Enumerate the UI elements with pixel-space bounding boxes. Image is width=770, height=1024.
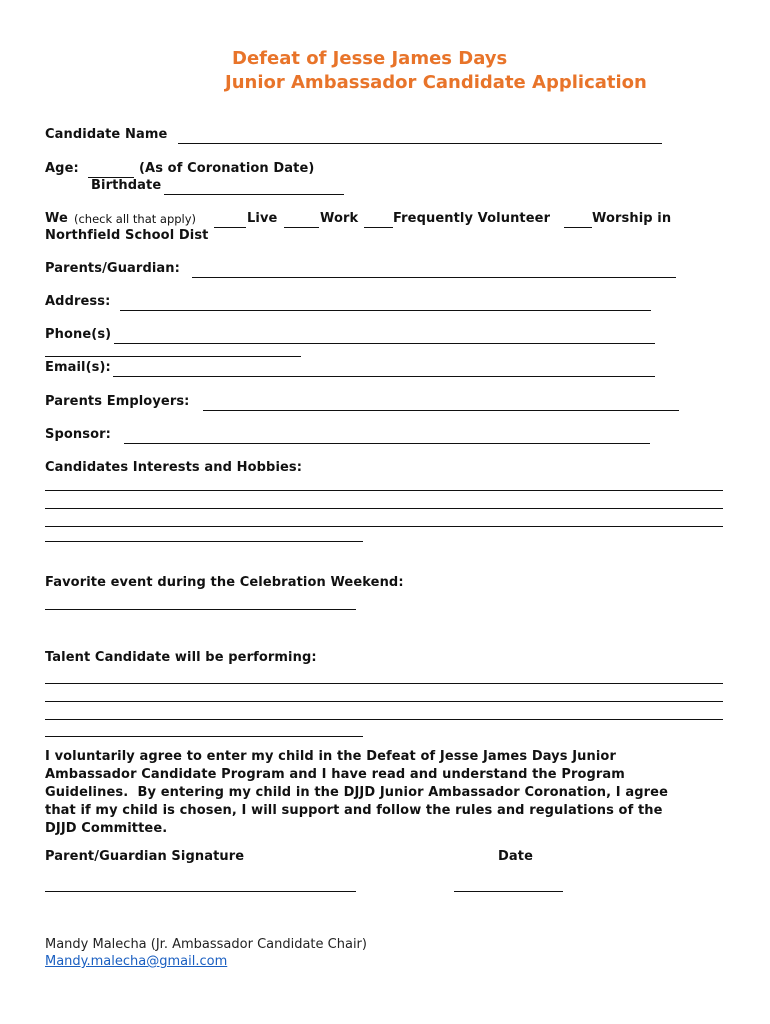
interests-line-4[interactable] [45, 541, 363, 542]
birthdate-label: Birthdate [91, 178, 162, 193]
phone-field-2[interactable] [45, 356, 301, 357]
live-checkbox[interactable] [214, 227, 246, 228]
candidate-name-field[interactable] [178, 143, 662, 144]
talent-line-3[interactable] [45, 719, 723, 720]
we-label: We [45, 211, 68, 226]
volunteer-label: Frequently Volunteer [393, 211, 551, 226]
agreement-line-1: I voluntarily agree to enter my child in the Defeat of Jesse James Days Junior [45, 749, 616, 764]
employers-field[interactable] [203, 410, 679, 411]
employers-label: Parents Employers: [45, 394, 190, 409]
interests-line-1[interactable] [45, 490, 723, 491]
we-note: (check all that apply) [74, 212, 197, 226]
date-field[interactable] [454, 891, 563, 892]
email-field[interactable] [113, 376, 655, 377]
age-note: (As of Coronation Date) [139, 161, 315, 176]
favorite-event-label: Favorite event during the Celebration Weekend: [45, 575, 404, 590]
phone-label: Phone(s) [45, 327, 112, 342]
worship-checkbox[interactable] [564, 227, 592, 228]
school-dist-label: Northfield School Dist [45, 228, 209, 243]
interests-line-2[interactable] [45, 508, 723, 509]
sponsor-field[interactable] [124, 443, 650, 444]
agreement-line-2: Ambassador Candidate Program and I have read and understand the Program [45, 767, 625, 782]
talent-line-4[interactable] [45, 736, 363, 737]
work-label: Work [320, 211, 359, 226]
volunteer-checkbox[interactable] [364, 227, 393, 228]
talent-line-1[interactable] [45, 683, 723, 684]
address-label: Address: [45, 294, 111, 309]
interests-label: Candidates Interests and Hobbies: [45, 460, 303, 475]
agreement-line-3: Guidelines. By entering my child in the DJJD Junior Ambassador Coronation, I agree [45, 785, 668, 800]
talent-label: Talent Candidate will be performing: [45, 650, 317, 665]
date-label: Date [498, 849, 533, 864]
title-line-1: Defeat of Jesse James Days [232, 48, 508, 69]
candidate-name-label: Candidate Name [45, 127, 168, 142]
email-label: Email(s): [45, 360, 111, 375]
work-checkbox[interactable] [284, 227, 319, 228]
parents-field[interactable] [192, 277, 676, 278]
title-line-2: Junior Ambassador Candidate Application [225, 72, 647, 93]
phone-field[interactable] [114, 343, 655, 344]
address-field[interactable] [120, 310, 651, 311]
agreement-line-5: DJJD Committee. [45, 821, 168, 836]
parent-signature-label: Parent/Guardian Signature [45, 849, 245, 864]
parent-signature-field[interactable] [45, 891, 356, 892]
parents-label: Parents/Guardian: [45, 261, 180, 276]
birthdate-field[interactable] [164, 194, 344, 195]
favorite-event-field[interactable] [45, 609, 356, 610]
worship-label: Worship in [592, 211, 672, 226]
contact-email-link[interactable]: Mandy.malecha@gmail.com [45, 954, 228, 969]
talent-line-2[interactable] [45, 701, 723, 702]
interests-line-3[interactable] [45, 526, 723, 527]
age-label: Age: [45, 161, 79, 176]
contact-name: Mandy Malecha (Jr. Ambassador Candidate Chair) [45, 937, 367, 952]
sponsor-label: Sponsor: [45, 427, 111, 442]
live-label: Live [247, 211, 278, 226]
agreement-line-4: that if my child is chosen, I will support and follow the rules and regulations of the [45, 803, 663, 818]
